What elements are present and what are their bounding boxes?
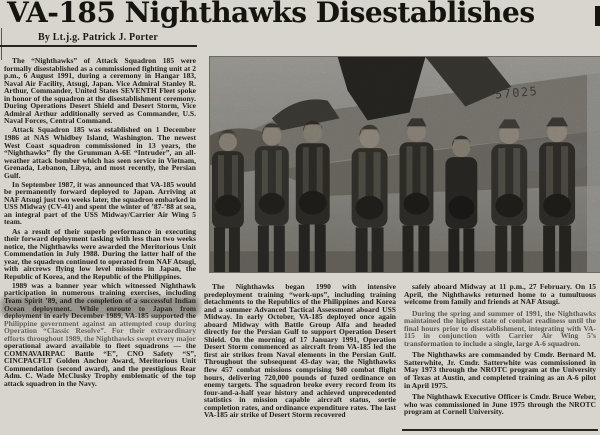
paragraph: In September 1987, it was announced that VA-185 would be permanently forward deployed to Japan. Arriving at NAF Atsugi just two weeks later, the squadron embarked in USS Midway (CV-41) and spent the winter of ’87-’88 at sea, an integral part of the USS Midway/Carrier Air Wing 5 team. [4, 179, 196, 227]
page-cut-artifact [595, 6, 600, 26]
article-headline: VA-185 Nighthawks Disestablishes [7, 0, 535, 29]
paragraph: The Nighthawks began 1990 with intensive predeployment training “work-ups”, including training detachments to the Republics of the Philippines and Korea and a summer Advanced Tactical Assessment aboard USS Midway. In early October, VA-185 deployed once again aboard Midway with Battle Group Alfa and headed directly for the Persian Gulf to support Operation Desert Shield. On the morning of 17 January 1991, Operation Desert Storm commenced as aircraft from VA-185 led the first air strikes from Naval elements in the Persian Gulf. Throughout the subsequent 43-day war, the Nighthawks flew 457 combat missions comprising 940 combat flight hours, delivering 720,000 pounds of fuzed ordinance on enemy targets. The squadron broke every record from its four-and-a-half year history and achieved unprecedented statistics in mission capable aircraft status, sortie completion rates, and ordinance expenditure rates. The last VA-185 air strike of Desert Storm recovered [204, 282, 396, 420]
paragraph: During the spring and summer of 1991, the Nighthawks maintained the highest state of combat readiness until the final hours prior to disestablishment, integrating with VA-115 in conjunction with Carrier Air Wing 5’s transformation to include a single, large A-6 squadron. [404, 308, 596, 348]
article-end-divider [402, 429, 598, 431]
paragraph: As a result of their superb performance in executing their forward deployment tasking with less than two weeks notice, the Nighthawks were awarded the Meritorious Unit Commendation in July 1988. During the latter half of the year, the squadron continued to operated from NAF Atsugi, with aircrews flying low level missions in Japan, the Republic of Korea, and the Republic of the Philippines. [4, 226, 196, 281]
photo-illustration [210, 57, 600, 272]
paragraph: 1989 was a banner year which witnessed Nighthawk participation in numerous training exercises, including Team Spirit ’89, and the completion of a successful Indian Ocean deployment. While enroute to Japan from deployment in early December 1989, VA-185 supported the Philippine government against an attempted coup during Operation “Classic Resolve”. For their extraordinary efforts throughout 1989, the Nighthawks swept every major operational award available to fleet squadrons — the COMNAVAIRPAC Battle “E”, CNO Safety “S”, CINCPACFLT Golden Anchor Award, Meritorious Unit Commendation (second award), and the prestigious Rear Adm. C. Wade McClusky Trophy emblematic of the top attack squadron in the Navy. [4, 280, 196, 388]
column-right [404, 283, 596, 428]
column-left [4, 57, 196, 433]
aircraft-marking-text: 57025 [494, 83, 539, 102]
article-byline: By Lt.j.g. Patrick J. Porter [37, 32, 158, 43]
byline-divider [0, 45, 197, 47]
paragraph: The “Nighthawks” of Attack Squadron 185 were formally disestablished as a commissioned fighting unit at 2 p.m., 6 August 1991, during a ceremony in Hangar 183, Naval Air Facility, Atsugi, Japan. Vice Admiral Stanley R. Arthur, Commander, United States SEVENTH Fleet spoke in honor of the squadron at the disestablishment ceremony. During Operations Desert Shield and Desert Storm, Vice Admiral Arthur additionally served as Commander, U.S. Naval Forces, Central Command. [4, 56, 196, 126]
photo-aircrew-a6-intruder [209, 56, 600, 273]
paragraph: The Nighthawk Executive Officer is Cmdr. Bruce Weber, who was commissioned in June 1975 through the NROTC program at Cornell University. [404, 392, 596, 417]
column-middle [204, 283, 396, 433]
photo-grain [210, 57, 600, 272]
paragraph: Attack Squadron 185 was established on 1 December 1986 at NAS Whidbey Island, Washington. The newest West Coast squadron commissioned in 13 years, the “Nighthawks” fly the Grumman A-6E “Intruder”, an all-weather attack bomber which has seen service in Vietnam, Grenada, Lebanon, Libya, and most recently, the Persian Gulf. [4, 125, 196, 180]
paragraph: safely aboard Midway at 11 p.m., 27 February. On 15 April, the Nighthawks returned home to a tumultuous welcome from family and friends at NAF Atsugi. [404, 282, 596, 307]
paragraph: The Nighthawks are commanded by Cmdr. Bernard M. Satterwhite, Jr. Cmdr. Satterwhite was commissioned in May 1973 through the NROTC program at the University of Texas at Austin, and completed training as an A-6 pilot in April 1975. [404, 350, 596, 390]
